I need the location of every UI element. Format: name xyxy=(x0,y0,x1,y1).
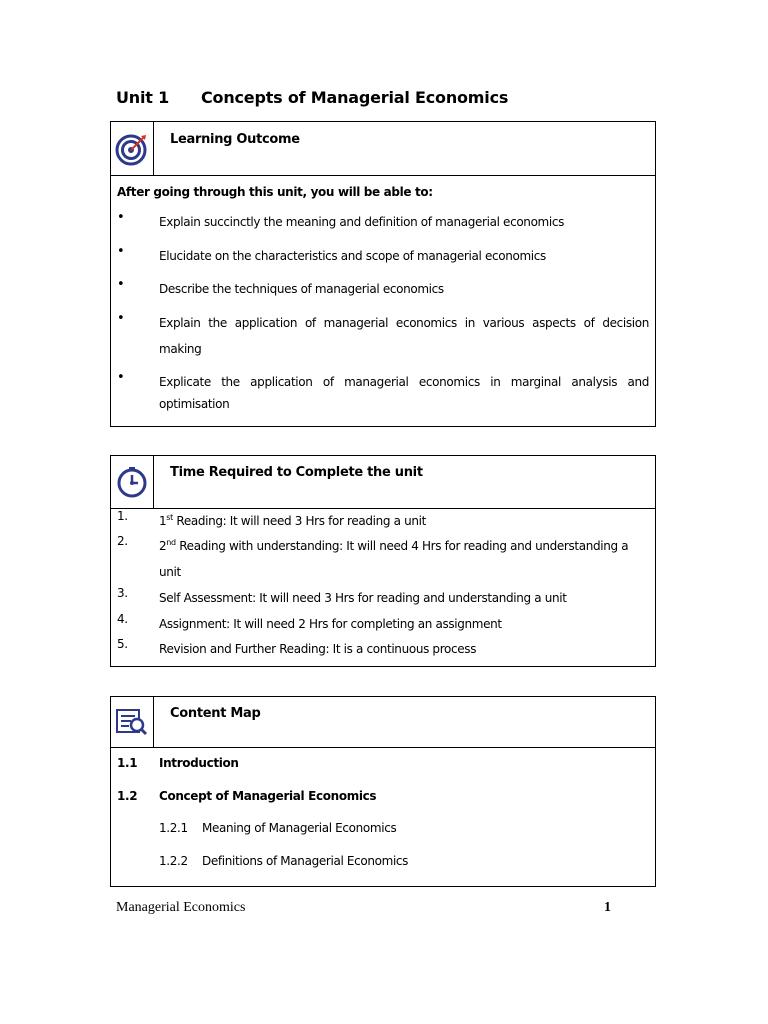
bullet: • xyxy=(117,244,125,259)
list-item-text: Describe the techniques of managerial economics xyxy=(159,282,444,296)
learning-outcome-box xyxy=(110,121,656,427)
unit-number: Unit 1 xyxy=(116,88,170,107)
item-number: 2. xyxy=(117,534,128,548)
list-item-text: Self Assessment: It will need 3 Hrs for reading and understanding a unit xyxy=(159,591,567,605)
item-number: 1.2.1 xyxy=(159,821,188,835)
item-number: 1.2 xyxy=(117,789,138,803)
content-map-title: Content Map xyxy=(170,706,261,721)
list-item-text-cont: unit xyxy=(159,565,181,579)
item-number: 1.2.2 xyxy=(159,854,188,868)
bullet: • xyxy=(117,311,125,326)
list-item-text: 2nd Reading with understanding: It will need 4 Hrs for reading and understanding a xyxy=(159,538,629,553)
learning-outcome-icon-cell xyxy=(111,122,154,175)
list-item-text: Explain the application of managerial economics in various aspects of decision xyxy=(159,316,649,330)
document-search-icon xyxy=(115,707,149,737)
footer-title: Managerial Economics xyxy=(116,900,246,915)
list-item-text: Assignment: It will need 2 Hrs for completing an assignment xyxy=(159,617,502,631)
list-item-text: Introduction xyxy=(159,756,239,770)
item-number: 1. xyxy=(117,509,128,523)
list-item-text: Meaning of Managerial Economics xyxy=(202,821,397,835)
time-required-box xyxy=(110,455,656,667)
unit-heading xyxy=(116,88,508,107)
list-item-text: Definitions of Managerial Economics xyxy=(202,854,409,868)
list-item-text: Explicate the application of managerial economics in marginal analysis and xyxy=(159,375,649,389)
content-map-icon-cell xyxy=(111,697,154,747)
list-item-text: 1st Reading: It will need 3 Hrs for reading a unit xyxy=(159,513,426,528)
list-item-text: Concept of Managerial Economics xyxy=(159,789,377,803)
bullet: • xyxy=(117,370,125,385)
unit-title: Concepts of Managerial Economics xyxy=(201,88,509,107)
item-number: 3. xyxy=(117,586,128,600)
target-icon xyxy=(115,132,149,166)
time-required-title: Time Required to Complete the unit xyxy=(170,465,423,480)
page-number: 1 xyxy=(604,900,611,915)
time-required-icon-cell xyxy=(111,456,154,508)
bullet: • xyxy=(117,210,125,225)
bullet: • xyxy=(117,277,125,292)
content-map-header xyxy=(111,697,655,748)
list-item-text: Explain succinctly the meaning and definition of managerial economics xyxy=(159,215,565,229)
list-item-text-cont: making xyxy=(159,342,202,356)
learning-outcome-intro: After going through this unit, you will be able to: xyxy=(117,185,433,199)
content-map-box xyxy=(110,696,656,887)
list-item-text: Revision and Further Reading: It is a continuous process xyxy=(159,642,477,656)
item-number: 1.1 xyxy=(117,756,138,770)
item-number: 5. xyxy=(117,637,128,651)
item-number: 4. xyxy=(117,612,128,626)
time-required-header xyxy=(111,456,655,509)
learning-outcome-header xyxy=(111,122,655,176)
list-item-text: Elucidate on the characteristics and scope of managerial economics xyxy=(159,249,546,263)
learning-outcome-title: Learning Outcome xyxy=(170,132,300,147)
clock-icon xyxy=(116,466,148,498)
list-item-text-cont: optimisation xyxy=(159,397,230,411)
